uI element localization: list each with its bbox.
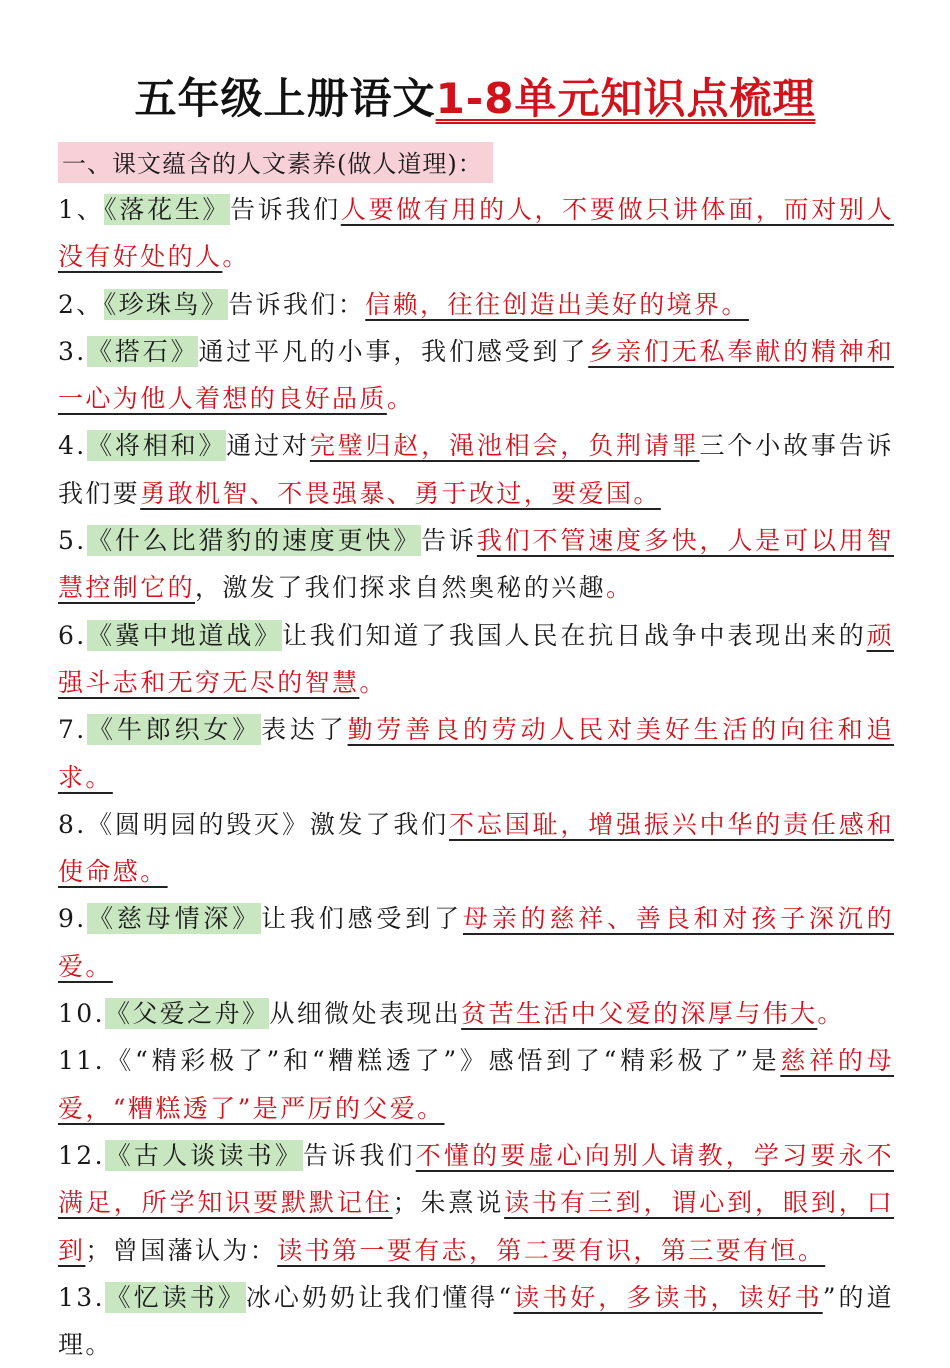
item-text: 通过对 [226, 431, 310, 461]
item-text: ；曾国藩认为： [85, 1235, 278, 1265]
item-number: 3. [58, 336, 87, 366]
book-title: 《冀中地道战》 [86, 620, 282, 650]
item-text: 告诉我们 [303, 1140, 416, 1170]
book-title: 《珍珠鸟》 [103, 289, 229, 319]
book-title: 《圆明园的毁灭》 [86, 809, 310, 839]
section-heading: 一、课文蕴含的人文素养(做人道理)： [58, 142, 493, 183]
list-item [58, 186, 894, 281]
item-text: 告诉我们： [228, 289, 366, 319]
item-list [58, 186, 894, 1368]
item-end: 。 [817, 999, 845, 1029]
book-title: 《“精彩极了”和“糟糕透了”》 [104, 1046, 489, 1076]
item-text: 让我们感受到了 [261, 904, 463, 934]
answer-text: 读书有三到，谓心到，眼到，口到 [58, 1188, 894, 1265]
answer-text: 勇敢机智、不畏强暴、勇于改过，要爱国。 [140, 478, 661, 508]
list-item [58, 281, 894, 328]
book-title: 《搭石》 [86, 336, 199, 366]
book-title: 《父爱之舟》 [104, 999, 270, 1029]
item-end: 。 [359, 667, 387, 697]
book-title: 《慈母情深》 [86, 904, 262, 934]
list-item [58, 517, 894, 612]
answer-text: 勤劳善良的劳动人民对美好生活的向往和追求。 [58, 715, 894, 792]
answer-text: 人要做有用的人，不要做只讲体面，而对别人没有好处的人 [58, 195, 894, 272]
item-number: 7. [58, 715, 87, 745]
answer-text: 读书好，多读书，读好书 [513, 1282, 823, 1312]
answer-text: 不忘国耻，增强振兴中华的责任感和使命感。 [58, 809, 894, 887]
item-number: 8. [58, 809, 87, 839]
book-title: 《忆读书》 [104, 1282, 246, 1312]
item-text: ；朱熹说 [392, 1188, 505, 1218]
book-title: 《落花生》 [104, 195, 231, 224]
item-text: 三个小故事告诉我们要 [58, 431, 894, 508]
list-item [58, 990, 894, 1037]
item-number: 9. [58, 904, 87, 934]
item-number: 1、 [58, 195, 105, 224]
item-text: 从细微处表现出 [269, 999, 462, 1029]
item-text: ，激发了我们探求自然奥秘的兴趣 [195, 573, 607, 603]
list-item [58, 328, 894, 423]
list-item [58, 422, 894, 517]
item-text: 告诉 [421, 526, 477, 556]
item-number: 5. [58, 526, 87, 556]
book-title: 《古人谈读书》 [104, 1140, 303, 1170]
item-text: 冰心奶奶让我们懂得“ [245, 1282, 514, 1312]
page-title [0, 66, 950, 126]
title-black-part: 五年级上册语文 [134, 74, 436, 123]
item-text: 激发了我们 [309, 809, 450, 839]
answer-text: 慈祥的母爱，“糟糕透了”是严厉的父爱。 [58, 1046, 894, 1123]
answer-text: 我们不管速度多快，人是可以用智慧控制它的 [58, 526, 894, 603]
item-text: 通过平凡的小事，我们感受到了 [198, 336, 589, 366]
list-item [58, 801, 894, 896]
answer-text: 信赖，往往创造出美好的境界。 [365, 289, 749, 319]
item-text: 让我们知道了我国人民在抗日战争中表现出来的 [281, 620, 867, 650]
book-title: 《将相和》 [86, 431, 227, 461]
list-item [58, 706, 894, 801]
item-text: 感悟到了“精彩极了”是 [488, 1046, 781, 1076]
answer-text: 读书第一要有志，第二要有识，第三要有恒。 [277, 1235, 826, 1265]
book-title: 《什么比猎豹的速度更快》 [86, 526, 422, 556]
list-item [58, 612, 894, 707]
list-item [58, 1037, 894, 1132]
item-number: 2、 [58, 289, 104, 319]
list-item [58, 1132, 894, 1274]
item-number: 12. [58, 1140, 105, 1170]
item-text: 表达了 [261, 715, 348, 745]
item-number: 4. [58, 431, 87, 461]
item-text: 告诉我们 [230, 195, 341, 224]
answer-text: 母亲的慈祥、善良和对孩子深沉的爱。 [58, 904, 894, 981]
list-item [58, 1274, 894, 1368]
list-item [58, 895, 894, 990]
item-end: 。 [606, 573, 634, 603]
item-end: 。 [386, 384, 415, 414]
item-text: ”的道理。 [58, 1282, 894, 1360]
item-number: 11. [58, 1046, 105, 1076]
item-number: 10. [58, 999, 105, 1029]
title-red-part: 1-8单元知识点梳理 [435, 74, 816, 123]
item-number: 13. [58, 1282, 105, 1312]
answer-text: 乡亲们无私奉献的精神和一心为他人着想的良好品质 [58, 336, 894, 414]
answer-text: 顽强斗志和无穷无尽的智慧 [58, 620, 894, 697]
item-number: 6. [58, 620, 87, 650]
book-title: 《牛郎织女》 [86, 715, 262, 745]
answer-text: 贫苦生活中父爱的深厚与伟大 [461, 999, 818, 1029]
answer-text: 不懂的要虚心向别人请教，学习要永不满足，所学知识要默默记住 [58, 1140, 894, 1218]
item-end: 。 [222, 242, 250, 272]
answer-text: 完璧归赵，渑池相会，负荆请罪 [309, 431, 700, 461]
